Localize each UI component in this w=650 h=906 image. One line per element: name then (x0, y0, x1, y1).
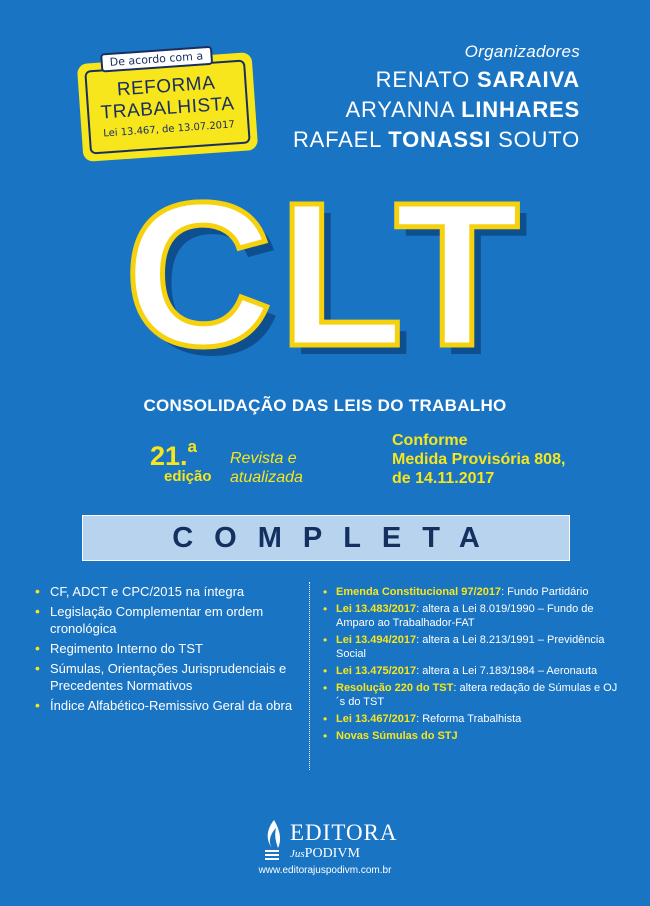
list-item-bold: Novas Súmulas do STJ (336, 730, 458, 742)
edition-note-line: atualizada (230, 469, 303, 486)
list-item-bold: Lei 13.494/2017 (336, 634, 417, 646)
reforma-stamp (70, 38, 270, 168)
edition-note-line: Revista e (230, 450, 297, 467)
list-item: • Súmulas, Orientações Jurisprudenciais e Precedentes Normativos (35, 660, 297, 694)
publisher-logo (262, 818, 422, 868)
list-item (323, 633, 623, 661)
conforme-block (392, 431, 565, 488)
organizer-first: RAFAEL (292, 127, 382, 152)
list-item (323, 681, 623, 709)
stamp-badge (77, 49, 258, 162)
list-item-text: : Fundo Partidário (501, 586, 589, 598)
list-item (323, 712, 623, 726)
list-item (323, 664, 623, 678)
completa-banner: COMPLETA (82, 515, 570, 561)
list-item-text: : altera a Lei 8.019/1990 – Fundo de Amparo ao Trabalhador-FAT (336, 603, 594, 629)
organizer-name (293, 95, 580, 125)
organizers-block (293, 42, 580, 155)
publisher-sub-text: PODIVM (304, 846, 360, 861)
conforme-line: Medida Provisória 808, (392, 451, 566, 468)
list-item-text: : Reforma Trabalhista (416, 713, 522, 725)
publisher-website[interactable]: www.editorajuspodivm.com.br (258, 865, 392, 876)
organizer-surname: LINHARES (461, 97, 580, 122)
list-item (323, 585, 623, 599)
conforme-line: Conforme (392, 432, 468, 449)
list-item-bold: Emenda Constitucional 97/2017 (336, 586, 502, 598)
edition-number-text: 21. (150, 441, 188, 471)
contents-list-left (35, 583, 297, 717)
organizer-name (293, 125, 580, 155)
list-item-bold: Lei 13.467/2017 (336, 713, 417, 725)
list-divider (309, 582, 310, 770)
organizer-surname: TONASSI (388, 127, 492, 152)
stamp-line-1: REFORMA (116, 72, 216, 101)
publisher-subname (290, 846, 360, 862)
list-item-text: : altera a Lei 8.213/1991 – Previdência Social (336, 634, 605, 660)
organizer-surname: SARAIVA (477, 67, 580, 92)
list-item (323, 729, 623, 743)
list-item (323, 602, 623, 630)
list-item-bold: Resolução 220 do TST (336, 682, 454, 694)
list-item: • Legislação Complementar em ordem cronológica (35, 603, 297, 637)
edition-ordinal: a (187, 437, 198, 456)
edition-word: edição (164, 468, 212, 485)
organizer-first: RENATO (375, 67, 471, 92)
cover-subtitle: CONSOLIDAÇÃO DAS LEIS DO TRABALHO (143, 396, 507, 415)
edition-note (230, 449, 303, 487)
list-item: • Índice Alfabético-Remissivo Geral da obra (35, 697, 297, 714)
list-item-text: : altera a Lei 7.183/1984 – Aeronauta (416, 665, 598, 677)
flame-logo-icon (262, 818, 282, 862)
edition-number (150, 437, 197, 472)
publisher-name: EDITORA (290, 820, 398, 845)
stamp-line-2: TRABALHISTA (100, 93, 236, 124)
stamp-top-label: De acordo com a (100, 46, 213, 73)
conforme-line: de 14.11.2017 (392, 470, 495, 487)
organizer-last: SOUTO (498, 127, 580, 152)
contents-list-right (323, 585, 623, 746)
list-item: • CF, ADCT e CPC/2015 na íntegra (35, 583, 297, 600)
publisher-sub-italic: Jus (290, 848, 305, 860)
list-item-bold: Lei 13.483/2017 (336, 603, 417, 615)
organizer-name (293, 65, 580, 95)
list-item-bold: Lei 13.475/2017 (336, 665, 417, 677)
cover-title: CLT (124, 160, 526, 389)
organizers-label: Organizadores (464, 42, 580, 61)
list-item-text: : altera redação de Súmulas e OJ´s do TST (336, 682, 618, 708)
list-item: • Regimento Interno do TST (35, 640, 297, 657)
organizer-first: ARYANNA (345, 97, 455, 122)
stamp-line-3: Lei 13.467, de 13.07.2017 (102, 119, 236, 140)
